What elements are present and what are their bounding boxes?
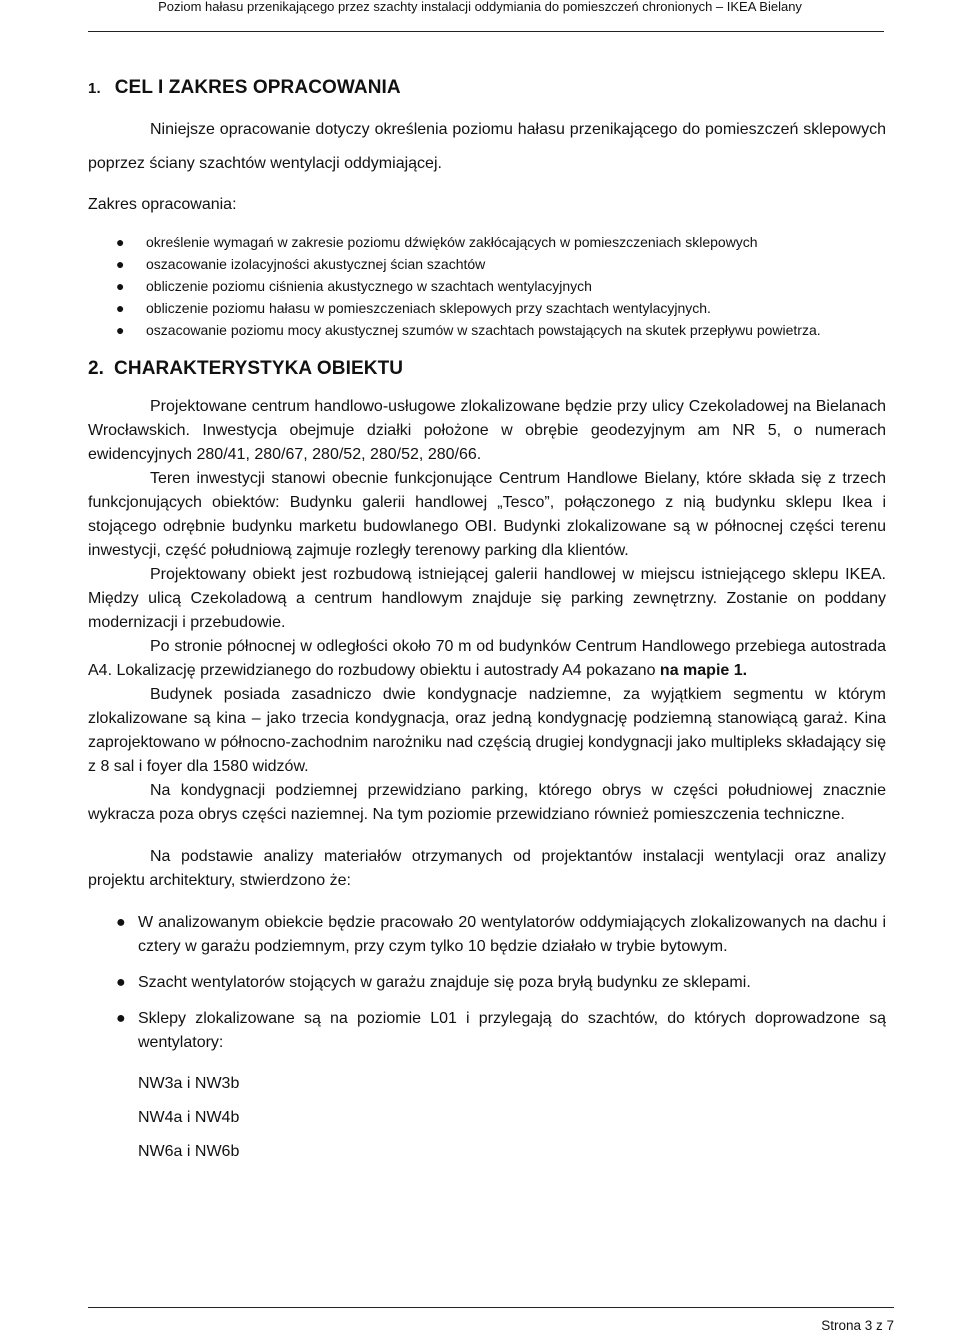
paragraph: Budynek posiada zasadniczo dwie kondygnacje nadziemne, za wyjątkiem segmentu w którym zlokalizowane są kina – jako trzecia kondygnacja, oraz jedną kondygnację podziemną stanowiącą garaż. Kina zaprojektowano w północno-zachodnim narożniku nad częścią drugiej kondygnacji jako multipleks składający się z 8 sal i foyer dla 1580 widzów. [88, 686, 886, 775]
paragraph: Po stronie północnej w odległości około 70 m od budynków Centrum Handlowego przebiega autostrada A4. Lokalizację przewidzianego do rozbudowy obiektu i autostrady A4 pokazano na mapie 1. [88, 638, 886, 679]
bullet-icon: ● [116, 322, 125, 338]
header-title: Poziom hałasu przenikającego przez szachty instalacji oddymiania do pomieszczeń chronionych – IKEA Bielany [158, 0, 802, 14]
bullet-icon: ● [116, 1010, 126, 1027]
list-item: ● oszacowanie izolacyjności akustycznej ścian szachtów [88, 253, 886, 275]
page-number: Strona 3 z 7 [821, 1318, 894, 1333]
bullet-icon: ● [116, 256, 125, 272]
bullet-icon: ● [116, 974, 126, 991]
section-2-title: CHARAKTERYSTYKA OBIEKTU [114, 358, 404, 379]
paragraph: Projektowany obiekt jest rozbudową istniejącej galerii handlowej w miejscu istniejącego sklepu IKEA. Między ulicą Czekoladową a centrum handlowym znajduje się parking zewnętrzny. Zostanie on poddany modernizacji i przebudowie. [88, 566, 886, 631]
section-2-heading [88, 355, 886, 383]
vent-pairs [138, 1067, 886, 1169]
list-item: ● oszacowanie poziomu mocy akustycznej szumów w szachtach powstających na skutek przepływu powietrza. [88, 319, 886, 341]
bullet-icon: ● [116, 300, 125, 316]
paragraph: Na podstawie analizy materiałów otrzymanych od projektantów instalacji wentylacji oraz analizy projektu architektury, stwierdzono że: [88, 848, 886, 889]
scope-list [88, 231, 886, 341]
map-reference: na mapie 1. [659, 662, 748, 679]
bullet-icon: ● [116, 914, 126, 931]
page-content [88, 74, 886, 1169]
section-1-title: CEL I ZAKRES OPRACOWANIA [114, 77, 401, 98]
paragraph: Na kondygnacji podziemnej przewidziano parking, którego obrys w części południowej znacznie wykracza poza obrys części naziemnej. Na tym poziomie przewidziano również pomieszczenia techniczne. [88, 782, 886, 823]
section-2-number: 2. [88, 358, 105, 379]
page-header [0, 0, 960, 38]
section-1-heading [88, 74, 886, 103]
vent-pair: NW6a i NW6b [138, 1143, 240, 1160]
list-item: ● określenie wymagań w zakresie poziomu dźwięków zakłócających w pomieszczeniach sklepowych [88, 231, 886, 253]
section-1-number: 1. [88, 80, 101, 97]
bullet-icon: ● [116, 278, 125, 294]
list-item: ● obliczenie poziomu ciśnienia akustycznego w szachtach wentylacyjnych [88, 275, 886, 297]
vent-pair: NW3a i NW3b [138, 1075, 240, 1092]
bullet-icon: ● [116, 234, 125, 250]
section-1-intro: Niniejsze opracowanie dotyczy określenia poziomu hałasu przenikającego do pomieszczeń sklepowych poprzez ściany szachtów wentylacji oddymiającej. [88, 121, 886, 172]
list-item: ● obliczenie poziomu hałasu w pomieszczeniach sklepowych przy szachtach wentylacyjnych. [88, 297, 886, 319]
header-divider [88, 31, 884, 32]
list-item: ● W analizowanym obiekcie będzie pracowało 20 wentylatorów oddymiających zlokalizowanych na dachu i cztery w garażu podziemnym, przy czym tylko 10 będzie działało w trybie bytowym. [88, 911, 886, 959]
findings-list [88, 911, 886, 1055]
vent-pair: NW4a i NW4b [138, 1109, 240, 1126]
footer-divider [88, 1307, 894, 1308]
section-2-body [88, 395, 886, 893]
scope-label: Zakres opracowania: [88, 196, 237, 213]
paragraph: Projektowane centrum handlowo-usługowe zlokalizowane będzie przy ulicy Czekoladowej na Bielanach Wrocławskich. Inwestycja obejmuje działki położone w obrębie geodezyjnym am NR 5, o numerach ewidencyjnych 280/41, 280/67, 280/52, 280/52, 280/66. [88, 398, 886, 463]
paragraph: Teren inwestycji stanowi obecnie funkcjonujące Centrum Handlowe Bielany, które składa się z trzech funkcjonujących obiektów: Budynku galerii handlowej „Tesco”, połączonego z nią budynku sklepu Ikea i stojącego odrębnie budynku marketu budowlanego OBI. Budynki zlokalizowane są w północnej części terenu inwestycji, część południową zajmuje rozległy terenowy parking dla klientów. [88, 470, 886, 559]
list-item: ● Szacht wentylatorów stojących w garażu znajduje się poza bryłą budynku ze sklepami. [88, 971, 886, 995]
list-item: ● Sklepy zlokalizowane są na poziomie L01 i przylegają do szachtów, do których doprowadzone są wentylatory: [88, 1007, 886, 1055]
